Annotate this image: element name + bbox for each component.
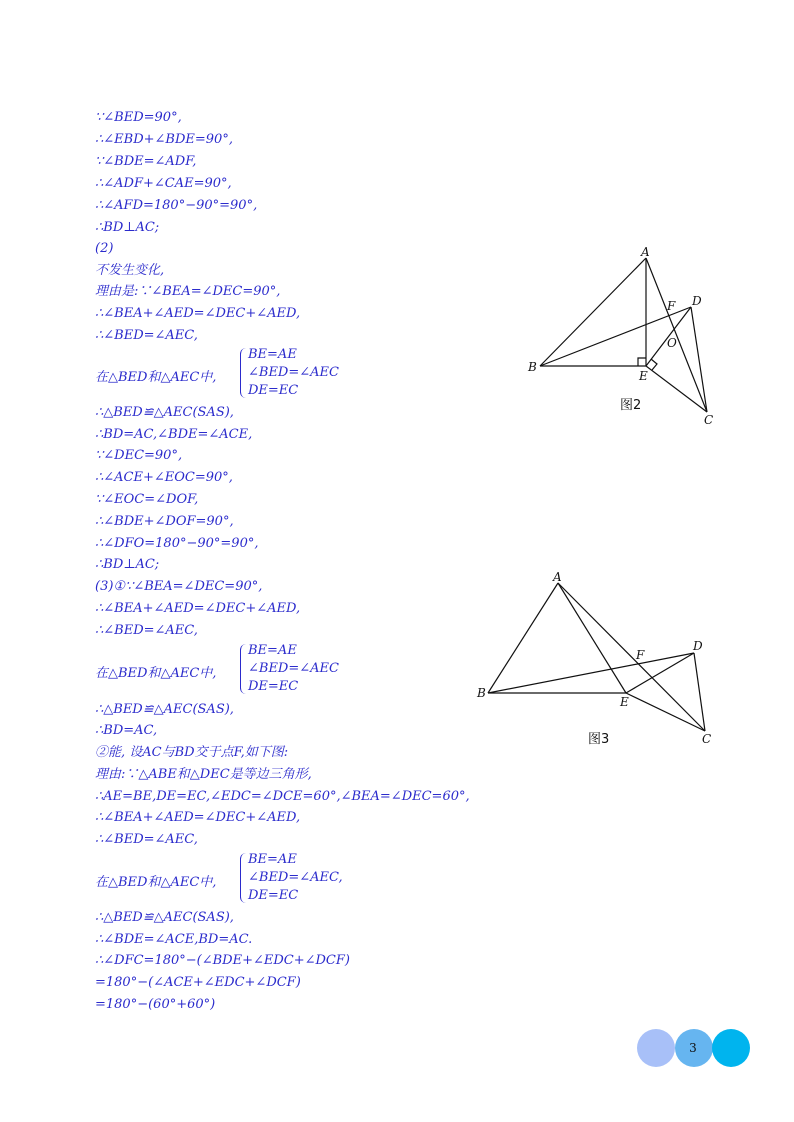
text-line: 不发生变化, — [95, 263, 165, 278]
label-F: F — [636, 648, 645, 662]
text-line: ∵∠BED=90°, — [95, 110, 182, 125]
system-prefix: 在△BED和△AEC中, — [95, 666, 217, 681]
system-row: DE=EC — [248, 888, 299, 903]
text-line: ∵∠BDE=∠ADF, — [95, 154, 197, 169]
figure-3-caption: 图3 — [588, 732, 610, 747]
text-line: ∴BD=AC, — [95, 723, 158, 738]
system-row: DE=EC — [248, 383, 299, 398]
text-line: ∴∠BED=∠AEC, — [95, 832, 198, 847]
text-line: ∴△BED≌△AEC(SAS), — [95, 910, 234, 925]
decor-circle-right — [712, 1029, 750, 1067]
text-line: (2) — [95, 241, 114, 256]
label-C: C — [704, 413, 714, 427]
text-line: ∴∠BED=∠AEC, — [95, 623, 198, 638]
text-line: ∴∠AFD=180°−90°=90°, — [95, 198, 258, 213]
brace — [240, 853, 247, 903]
label-A: A — [553, 570, 562, 584]
text-line: =180°−(∠ACE+∠EDC+∠DCF) — [95, 975, 301, 990]
label-A: A — [641, 245, 650, 259]
text-line: ∴BD⊥AC; — [95, 220, 160, 235]
figure-3 — [470, 568, 720, 748]
text-line: ∵∠EOC=∠DOF, — [95, 492, 199, 507]
text-line: ∴∠ACE+∠EOC=90°, — [95, 470, 233, 485]
system-row: BE=AE — [248, 347, 297, 362]
system-row: ∠BED=∠AEC, — [248, 870, 343, 885]
text-line: ∴∠BEA+∠AED=∠DEC+∠AED, — [95, 601, 301, 616]
label-D: D — [692, 294, 702, 308]
system-row: DE=EC — [248, 679, 299, 694]
brace — [240, 348, 247, 398]
text-line: ∴AE=BE,DE=EC,∠EDC=∠DCE=60°,∠BEA=∠DEC=60°, — [95, 789, 470, 804]
text-line: ∴∠BDE=∠ACE,BD=AC. — [95, 932, 253, 947]
figure-2-caption: 图2 — [620, 398, 642, 413]
text-line: ∴∠DFC=180°−(∠BDE+∠EDC+∠DCF) — [95, 953, 350, 968]
label-O: O — [667, 336, 677, 350]
text-line: 理由是:∵∠BEA=∠DEC=90°, — [95, 284, 281, 299]
text-line: ∴△BED≌△AEC(SAS), — [95, 702, 234, 717]
text-line: =180°−(60°+60°) — [95, 997, 216, 1012]
system-row: ∠BED=∠AEC — [248, 365, 339, 380]
label-B: B — [528, 360, 537, 374]
system-row: BE=AE — [248, 643, 297, 658]
text-line: ∴∠EBD+∠BDE=90°, — [95, 132, 233, 147]
label-D: D — [693, 639, 703, 653]
brace — [240, 644, 247, 694]
system-prefix: 在△BED和△AEC中, — [95, 370, 217, 385]
text-line: ∴∠BDE+∠DOF=90°, — [95, 514, 234, 529]
system-row: BE=AE — [248, 852, 297, 867]
text-line: ∴∠ADF+∠CAE=90°, — [95, 176, 232, 191]
text-line: ∴∠BEA+∠AED=∠DEC+∠AED, — [95, 306, 301, 321]
label-E: E — [639, 369, 648, 383]
text-line: 理由:∵△ABE和△DEC是等边三角形, — [95, 767, 312, 782]
decor-circle-left — [637, 1029, 675, 1067]
page-number: 3 — [689, 1041, 697, 1055]
text-line: ∴△BED≌△AEC(SAS), — [95, 405, 234, 420]
text-line: ②能, 设AC与BD交于点F,如下图: — [95, 745, 289, 760]
label-F: F — [667, 299, 676, 313]
text-line: ∵∠DEC=90°, — [95, 448, 183, 463]
text-line: ∴∠BED=∠AEC, — [95, 328, 198, 343]
text-line: (3)①∵∠BEA=∠DEC=90°, — [95, 579, 263, 594]
text-line: ∴BD⊥AC; — [95, 557, 160, 572]
text-line: ∴∠BEA+∠AED=∠DEC+∠AED, — [95, 810, 301, 825]
label-C: C — [702, 732, 712, 746]
system-row: ∠BED=∠AEC — [248, 661, 339, 676]
label-E: E — [620, 695, 629, 709]
system-prefix: 在△BED和△AEC中, — [95, 875, 217, 890]
text-line: ∴∠DFO=180°−90°=90°, — [95, 536, 259, 551]
label-B: B — [477, 686, 486, 700]
text-line: ∴BD=AC,∠BDE=∠ACE, — [95, 427, 253, 442]
